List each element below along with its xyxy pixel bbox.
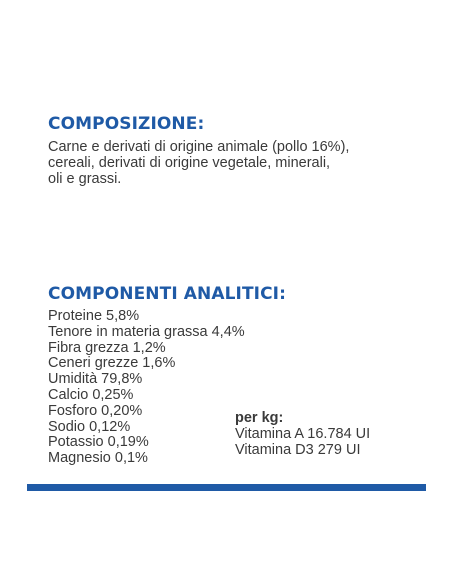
analytic-item-calcio: Calcio 0,25%: [48, 386, 134, 403]
analytics-heading: COMPONENTI ANALITICI:: [48, 284, 286, 304]
analytic-item-proteine: Proteine 5,8%: [48, 308, 140, 324]
per-kg-title: per kg:: [235, 410, 284, 426]
analytic-item-fosforo: Fosforo 0,20%: [48, 402, 143, 419]
analytics-list: [48, 309, 245, 467]
analytic-item-grassi: Tenore in materia grassa 4,4%: [48, 323, 245, 340]
analytic-item-fibra: Fibra grezza 1,2%: [48, 339, 166, 356]
per-kg-block: [235, 411, 370, 458]
per-kg-vitamin-a: Vitamina A 16.784 UI: [235, 425, 371, 442]
analytic-item-umidita: Umidità 79,8%: [48, 371, 143, 388]
composition-line: cereali, derivati di origine vegetale, minerali,: [48, 155, 331, 171]
analytic-item-ceneri: Ceneri grezze 1,6%: [48, 355, 176, 372]
composition-line: Carne e derivati di origine animale (pollo 16%),: [48, 139, 350, 155]
analytic-item-sodio: Sodio 0,12%: [48, 418, 131, 435]
composition-line: oli e grassi.: [48, 171, 122, 187]
per-kg-vitamin-d3: Vitamina D3 279 UI: [235, 441, 361, 458]
analytic-item-magnesio: Magnesio 0,1%: [48, 450, 148, 467]
composition-heading: COMPOSIZIONE:: [48, 114, 205, 134]
analytic-item-potassio: Potassio 0,19%: [48, 434, 149, 451]
blue-divider-bar: [27, 484, 426, 491]
composition-text: [48, 139, 408, 187]
